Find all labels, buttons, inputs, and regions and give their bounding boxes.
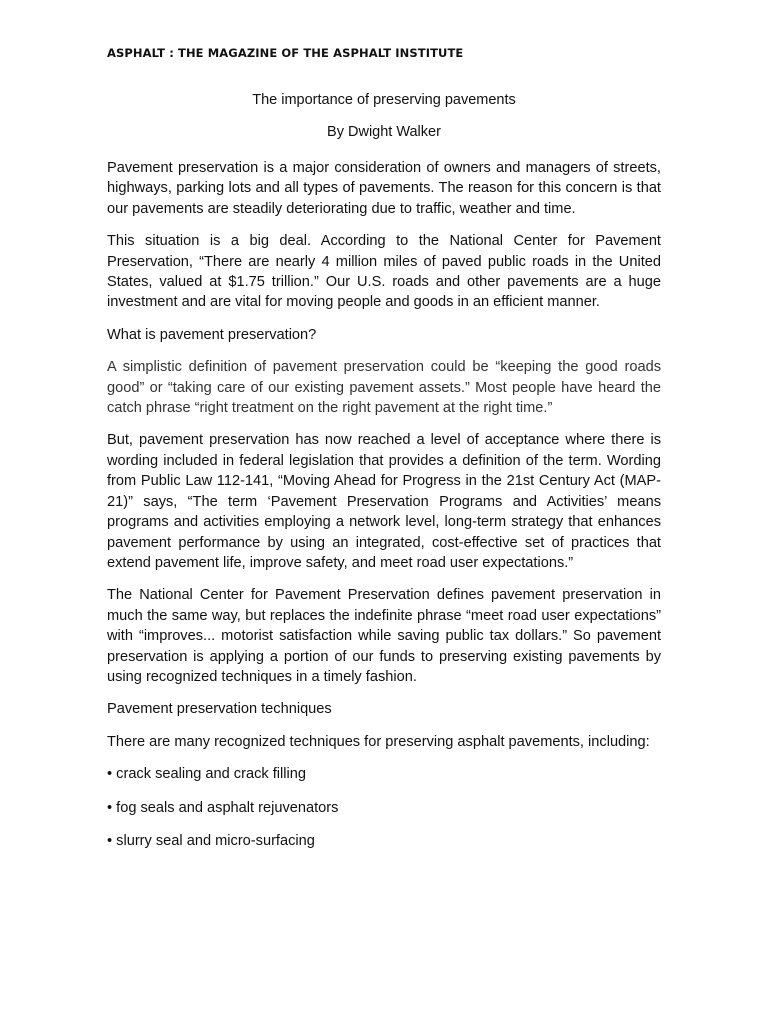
list-item: • fog seals and asphalt rejuvenators	[107, 799, 339, 816]
list-item: • crack sealing and crack filling	[107, 766, 306, 783]
article-body	[107, 158, 661, 864]
paragraph-intro: Pavement preservation is a major consideration of owners and managers of streets, highways, parking lots and all types of pavements. The reason for this concern is that our pavements are steadily deteriorating due to traffic, weather and time.	[107, 160, 661, 217]
running-header: ASPHALT : THE MAGAZINE OF THE ASPHALT INSTITUTE	[107, 46, 464, 60]
paragraph-definition: A simplistic definition of pavement preservation could be “keeping the good roads good” or “taking care of our existing pavement assets.” Most people have heard the catch phrase “right treatment on the right pavement at the right time.”	[107, 359, 661, 417]
paragraph-techniques-intro: There are many recognized techniques for preserving asphalt pavements, including:	[107, 733, 650, 750]
paragraph-ncpp-definition: The National Center for Pavement Preservation defines pavement preservation in much the same way, but replaces the indefinite phrase “meet road user expectations” with “improves... motorist satisfaction while saving public tax dollars.” So pavement preservation is applying a portion of our funds to preserving existing pavements by using recognized techniques in a timely fashion.	[107, 587, 661, 685]
article-byline: By Dwight Walker	[327, 124, 441, 140]
section-heading-techniques: Pavement preservation techniques	[107, 701, 332, 718]
section-heading-what-is: What is pavement preservation?	[107, 326, 317, 343]
paragraph-legislation: But, pavement preservation has now reached a level of acceptance where there is wording included in federal legislation that provides a definition of the term. Wording from Public Law 112-141, “Moving Ahead for Progress in the 21st Century Act (MAP-21)” says, “The term ‘Pavement Preservation Programs and Activities’ means programs and activities employing a network level, long-term strategy that enhances pavement performance by using an integrated, cost-effective set of practices that extend pavement life, improve safety, and meet road user expectations.”	[107, 432, 661, 571]
list-item: • slurry seal and micro-surfacing	[107, 832, 315, 849]
paragraph-situation: This situation is a big deal. According to the National Center for Pavement Preservation, “There are nearly 4 million miles of paved public roads in the United States, valued at $1.75 trillion.” Our U.S. roads and other pavements are a huge investment and are vital for moving people and goods in an efficient manner.	[107, 233, 661, 311]
article-title: The importance of preserving pavements	[252, 92, 516, 108]
